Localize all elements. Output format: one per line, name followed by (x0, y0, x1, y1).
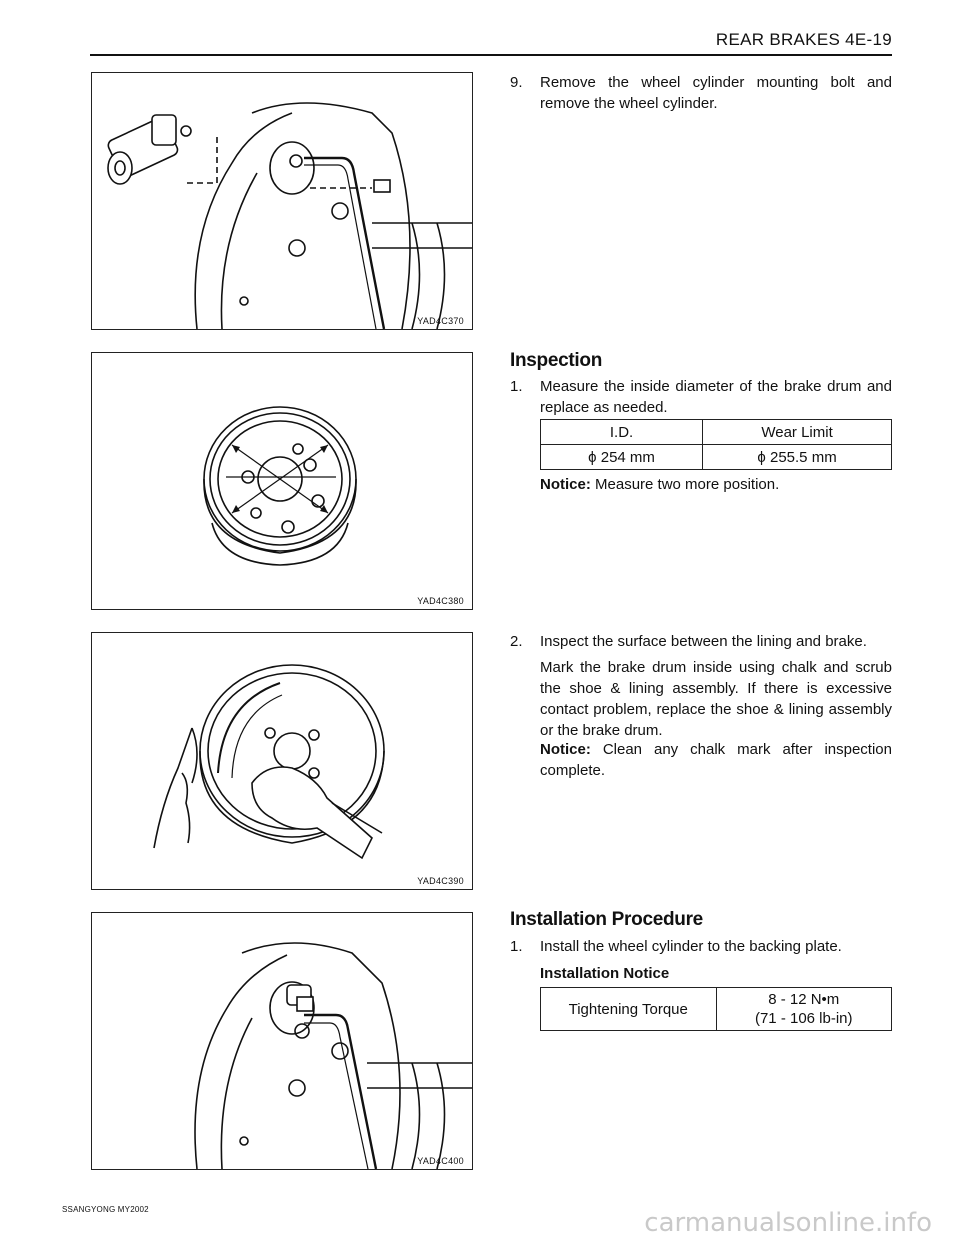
header-rule (90, 54, 892, 56)
watermark: carmanualsonline.info (644, 1208, 932, 1238)
inspection-step-2 (510, 631, 892, 652)
notice-label: Notice: (540, 741, 591, 758)
step-number: 1. (510, 378, 523, 395)
step-number: 1. (510, 938, 523, 955)
step-text: Inspect the surface between the lining and brake. (540, 633, 867, 650)
step-number: 2. (510, 633, 523, 650)
wheel-cylinder-installation-illustration (92, 913, 472, 1169)
notice-text: Measure two more position. (590, 476, 780, 493)
inspection-notice (510, 474, 892, 495)
inspection-step-2-notice (510, 739, 892, 781)
figure-code: YAD4C390 (417, 876, 464, 886)
figure-code: YAD4C370 (417, 316, 464, 326)
torque-table (540, 987, 892, 1031)
table-header-cell: Wear Limit (703, 420, 892, 445)
footer-text: SSANGYONG MY2002 (62, 1205, 149, 1214)
step-text: Install the wheel cylinder to the backing plate. (540, 938, 842, 955)
figure-wheel-cylinder-removal (91, 72, 473, 330)
brake-drum-illustration (92, 353, 472, 609)
table-cell: ϕ 254 mm (541, 445, 703, 470)
figure-brake-drum (91, 352, 473, 610)
step-paragraph: Mark the brake drum inside using chalk and scrub the shoe & lining assembly. If there is excessive contact problem, replace the shoe & lining assembly or the brake drum. (540, 659, 892, 739)
table-cell: ϕ 255.5 mm (703, 445, 892, 470)
inspection-step-1 (510, 376, 892, 418)
table-cell (716, 988, 892, 1031)
notice-text: Clean any chalk mark after inspection complete. (540, 741, 892, 779)
step-number: 9. (510, 74, 523, 91)
figure-wheel-cylinder-installation (91, 912, 473, 1170)
table-cell: Tightening Torque (541, 988, 717, 1031)
drum-diameter-table (540, 419, 892, 470)
notice-title: Installation Notice (540, 965, 670, 982)
step-text: Remove the wheel cylinder mounting bolt and remove the wheel cylinder. (540, 74, 892, 112)
header-title: REAR BRAKES 4E-19 (715, 30, 892, 49)
figure-lining-inspection (91, 632, 473, 890)
table-header-cell: I.D. (541, 420, 703, 445)
torque-value-imperial: (71 - 106 lb-in) (754, 1010, 853, 1027)
installation-heading: Installation Procedure (510, 909, 703, 930)
notice-label: Notice: (540, 476, 591, 493)
table-header-row (541, 420, 892, 445)
table-row (541, 988, 892, 1031)
inspection-heading: Inspection (510, 350, 603, 371)
figure-code: YAD4C400 (417, 1156, 464, 1166)
wheel-cylinder-removal-illustration (92, 73, 472, 329)
inspection-step-2-detail (510, 657, 892, 741)
step-9 (510, 72, 892, 114)
figure-code: YAD4C380 (417, 596, 464, 606)
lining-inspection-illustration (92, 633, 472, 889)
torque-value-metric: 8 - 12 N•m (768, 991, 840, 1008)
step-text: Measure the inside diameter of the brake drum and replace as needed. (540, 378, 892, 416)
installation-step-1 (510, 936, 892, 957)
installation-notice-title (510, 963, 892, 984)
table-row (541, 445, 892, 470)
